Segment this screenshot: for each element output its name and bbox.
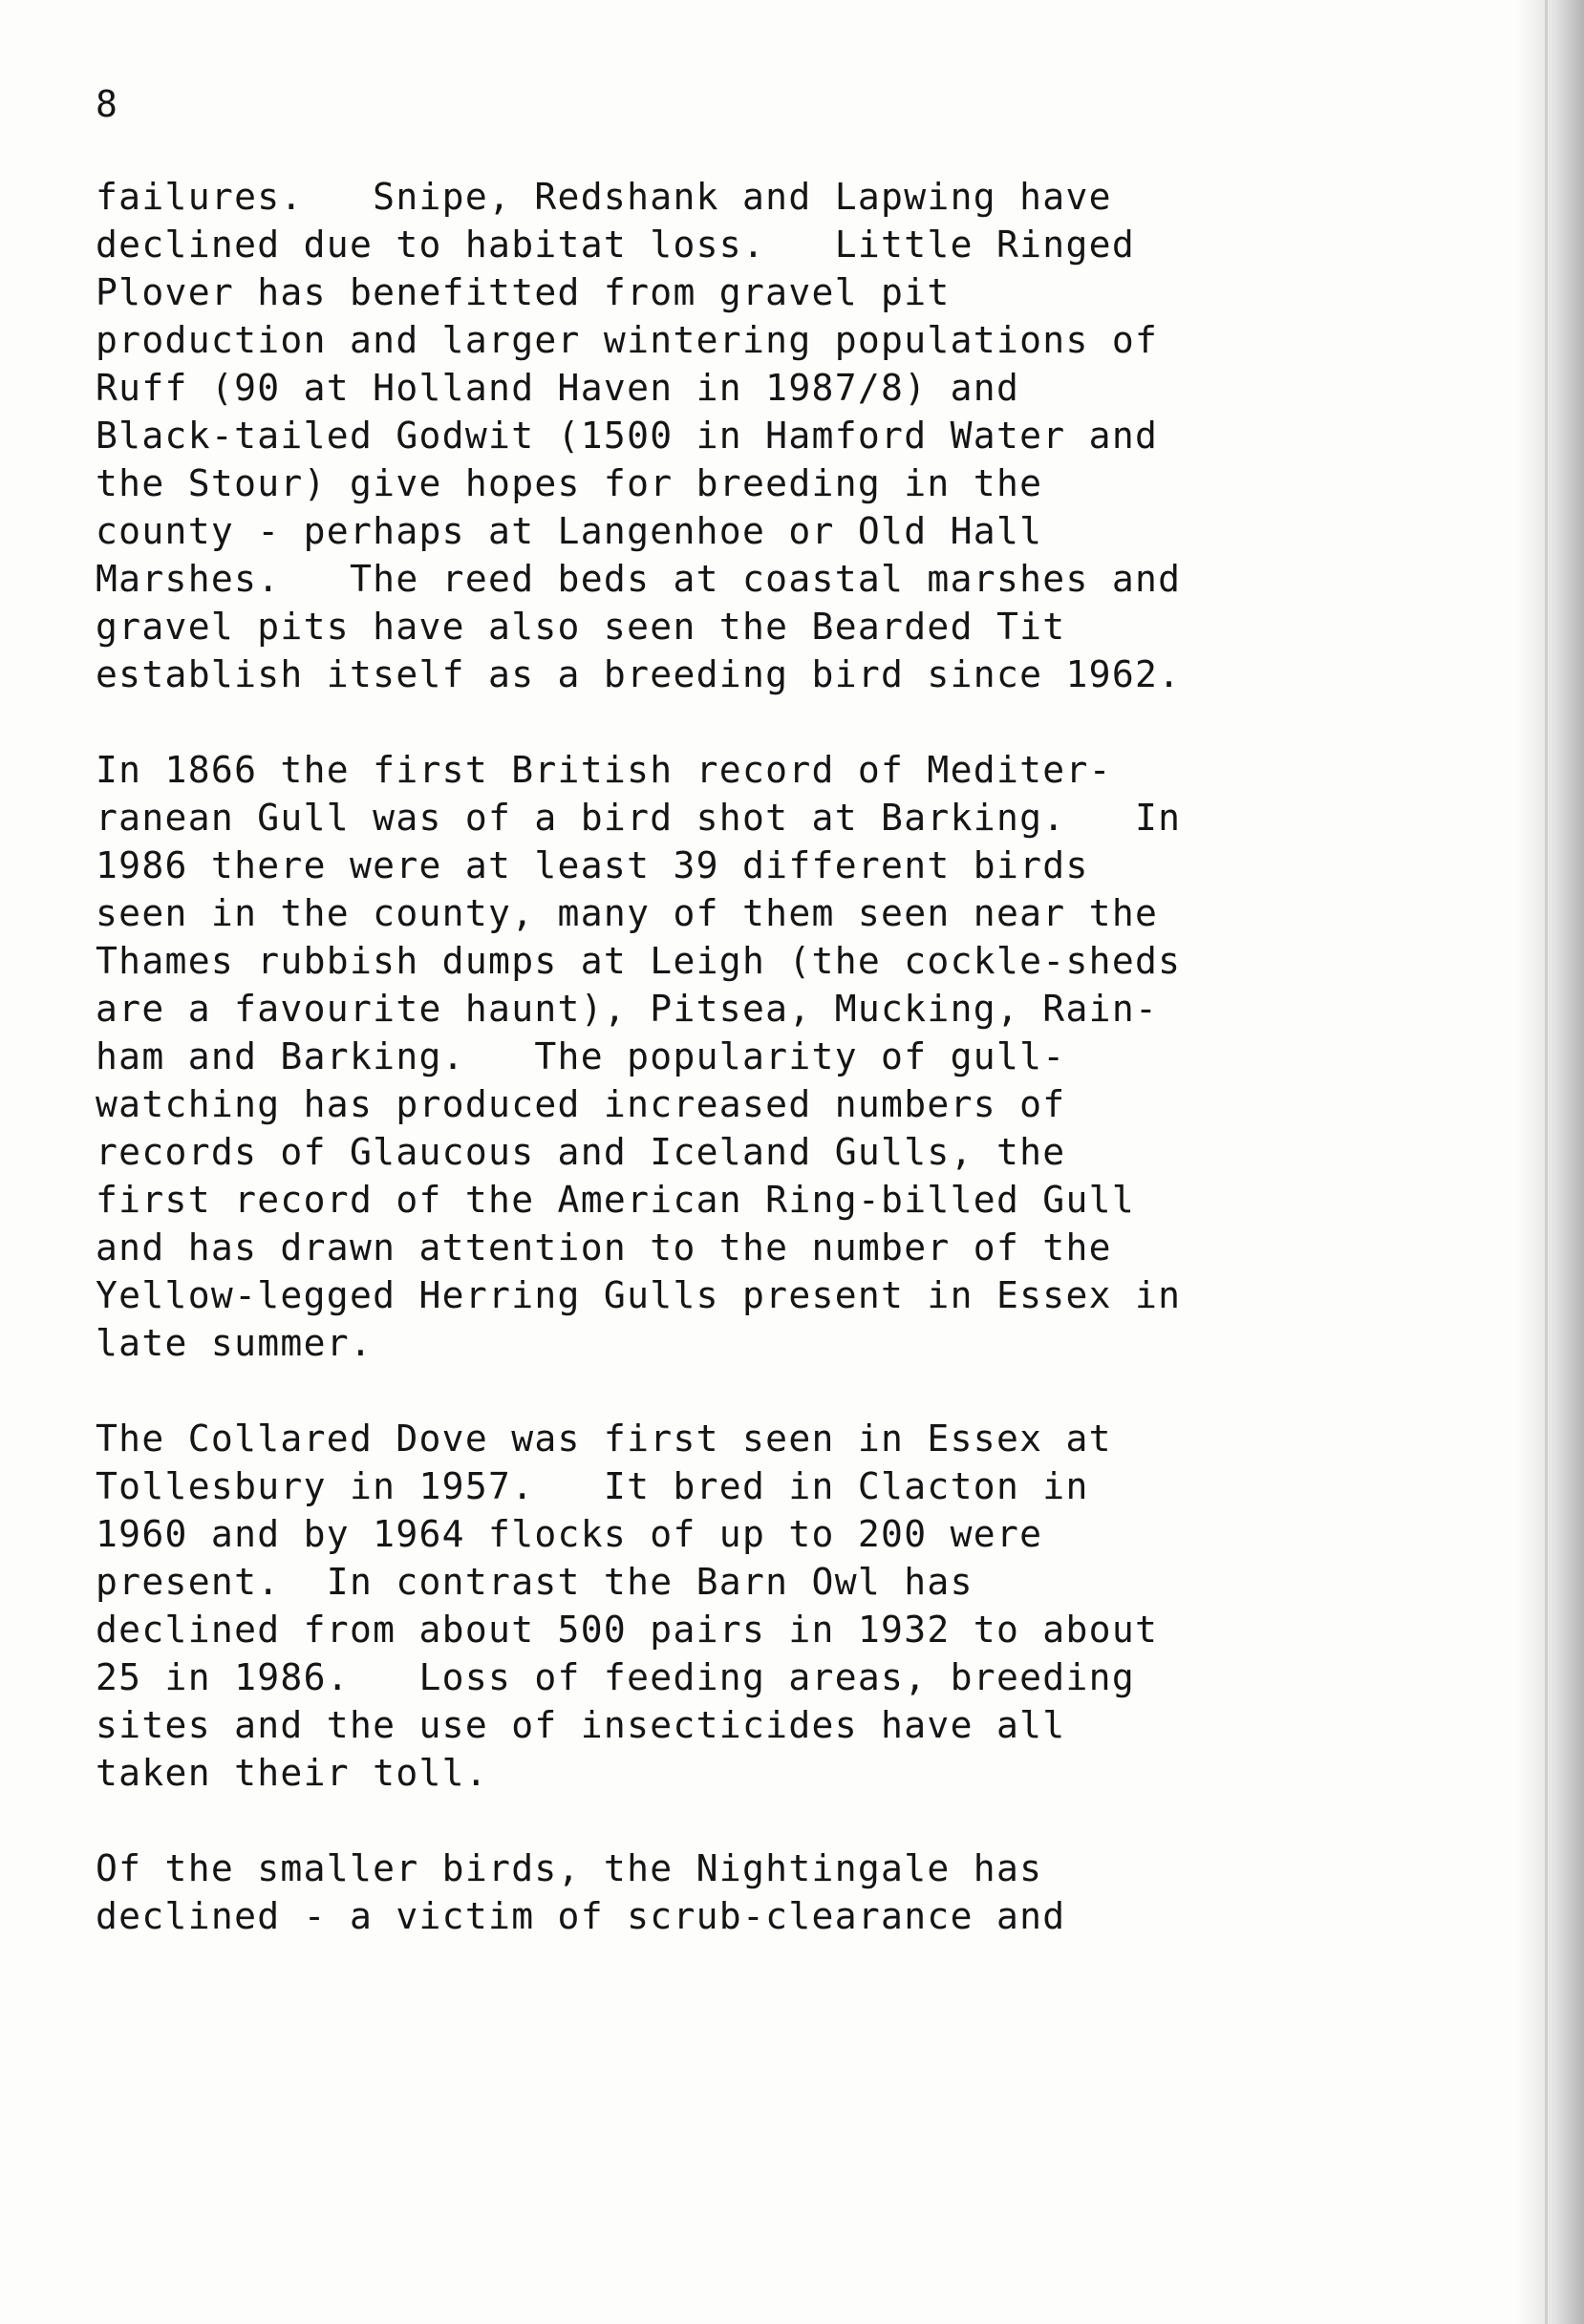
page-number: 8: [96, 83, 118, 125]
text-line: Yellow-legged Herring Gulls present in Essex in: [96, 1274, 1182, 1316]
page-edge-line: [1545, 0, 1548, 2324]
text-line: ham and Barking. The popularity of gull-: [96, 1035, 1066, 1077]
text-line: declined - a victim of scrub-clearance and: [96, 1895, 1066, 1937]
text-line: Marshes. The reed beds at coastal marshes and: [96, 558, 1182, 600]
text-line: are a favourite haunt), Pitsea, Mucking, Rain-: [96, 988, 1159, 1030]
paragraph: [96, 746, 1509, 1367]
body-text: [96, 173, 1509, 1988]
text-line: Of the smaller birds, the Nightingale has: [96, 1847, 1043, 1889]
text-line: Plover has benefitted from gravel pit: [96, 271, 951, 313]
text-line: In 1866 the first British record of Mediter-: [96, 749, 1112, 791]
text-line: 1986 there were at least 39 different birds: [96, 844, 1089, 886]
text-line: watching has produced increased numbers of: [96, 1083, 1066, 1125]
text-line: Thames rubbish dumps at Leigh (the cockle-sheds: [96, 940, 1182, 982]
text-line: late summer.: [96, 1322, 374, 1364]
text-line: establish itself as a breeding bird since 1962.: [96, 653, 1182, 695]
text-line: declined due to habitat loss. Little Ringed: [96, 224, 1136, 266]
paragraph: [96, 1415, 1509, 1797]
text-line: 25 in 1986. Loss of feeding areas, breeding: [96, 1656, 1136, 1698]
text-line: The Collared Dove was first seen in Essex at: [96, 1418, 1112, 1460]
text-line: declined from about 500 pairs in 1932 to about: [96, 1609, 1159, 1651]
text-line: county - perhaps at Langenhoe or Old Hall: [96, 510, 1043, 552]
text-line: failures. Snipe, Redshank and Lapwing have: [96, 176, 1112, 218]
paragraph: [96, 1844, 1509, 1940]
text-line: the Stour) give hopes for breeding in the: [96, 462, 1043, 504]
text-line: records of Glaucous and Iceland Gulls, the: [96, 1131, 1066, 1173]
text-line: gravel pits have also seen the Bearded Tit: [96, 606, 1066, 648]
text-line: ranean Gull was of a bird shot at Barking. In: [96, 797, 1182, 839]
text-line: Tollesbury in 1957. It bred in Clacton in: [96, 1465, 1089, 1507]
text-line: Ruff (90 at Holland Haven in 1987/8) and: [96, 367, 1020, 409]
text-line: production and larger wintering populations of: [96, 319, 1159, 361]
text-line: sites and the use of insecticides have all: [96, 1704, 1066, 1746]
text-line: first record of the American Ring-billed Gull: [96, 1179, 1136, 1221]
text-line: seen in the county, many of them seen near the: [96, 892, 1159, 934]
text-line: 1960 and by 1964 flocks of up to 200 were: [96, 1513, 1043, 1555]
text-line: and has drawn attention to the number of the: [96, 1226, 1112, 1269]
page-edge-shadow: [1517, 0, 1584, 2324]
text-line: present. In contrast the Barn Owl has: [96, 1561, 974, 1603]
text-line: Black-tailed Godwit (1500 in Hamford Water and: [96, 415, 1159, 457]
paragraph: [96, 173, 1509, 698]
text-line: taken their toll.: [96, 1752, 489, 1794]
